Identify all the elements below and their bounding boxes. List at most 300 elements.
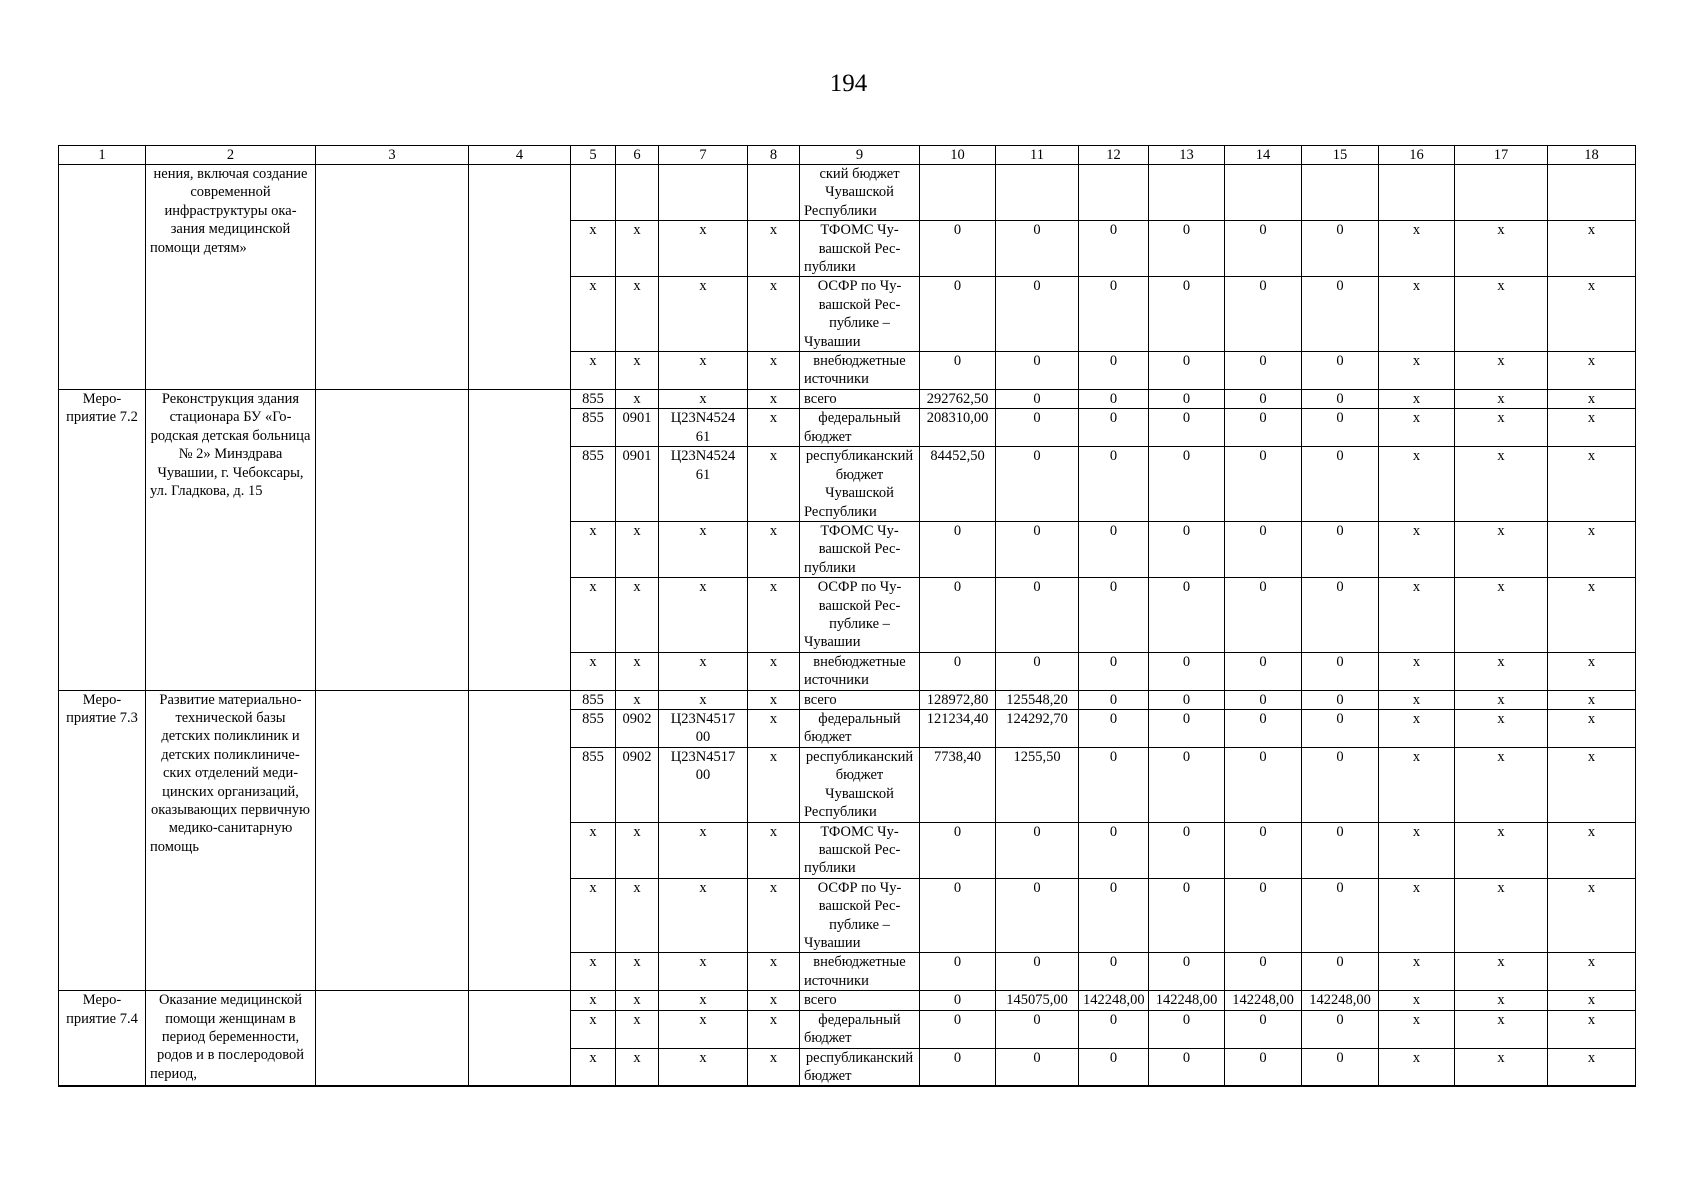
cell-col5: x [571, 878, 616, 953]
cell-col6: x [616, 277, 659, 352]
funding-source-cell: ТФОМС Чувашской Республики [800, 221, 920, 277]
cell-col7: x [659, 277, 748, 352]
value-cell: x [1455, 277, 1548, 352]
value-cell: x [1455, 409, 1548, 447]
cell-col7: x [659, 991, 748, 1010]
cell-col5 [571, 165, 616, 221]
column-header: 1 [59, 146, 146, 165]
value-cell: x [1548, 221, 1636, 277]
funding-source-cell: ОСФР по Чувашской Республике – Чувашии [800, 878, 920, 953]
cell-col6: x [616, 822, 659, 878]
value-cell: 0 [1149, 690, 1225, 709]
value-cell: x [1548, 747, 1636, 822]
cell-col5: x [571, 521, 616, 577]
measure-id-cell [59, 165, 146, 390]
value-cell: 142248,00 [1079, 991, 1149, 1010]
table-row [59, 165, 1636, 221]
value-cell: x [1379, 521, 1455, 577]
value-cell: 0 [996, 409, 1079, 447]
value-cell: 0 [996, 277, 1079, 352]
value-cell [1302, 165, 1379, 221]
value-cell: x [1379, 709, 1455, 747]
value-cell: 0 [1302, 690, 1379, 709]
cell-col7 [659, 165, 748, 221]
cell-col7: x [659, 822, 748, 878]
funding-source-cell: внебюджетные источники [800, 953, 920, 991]
cell-col7: x [659, 690, 748, 709]
value-cell: x [1455, 521, 1548, 577]
value-cell: 0 [920, 352, 996, 390]
cell-col8: x [748, 991, 800, 1010]
cell-col5: x [571, 991, 616, 1010]
cell-col8 [748, 165, 800, 221]
column-header: 13 [1149, 146, 1225, 165]
value-cell: x [1379, 1048, 1455, 1086]
value-cell: x [1548, 991, 1636, 1010]
funding-source-cell: всего [800, 389, 920, 408]
column-header: 8 [748, 146, 800, 165]
value-cell: 0 [920, 1010, 996, 1048]
cell-col7: x [659, 221, 748, 277]
value-cell: 0 [1079, 690, 1149, 709]
column-header: 18 [1548, 146, 1636, 165]
value-cell: 0 [1225, 953, 1302, 991]
measure-name-cell: нения, включая создание современной инфраструктуры оказания медицинской помощи детям» [146, 165, 316, 390]
value-cell: x [1455, 709, 1548, 747]
value-cell: 0 [920, 652, 996, 690]
value-cell: 0 [1302, 652, 1379, 690]
value-cell: 0 [1225, 221, 1302, 277]
cell-col8: x [748, 409, 800, 447]
funding-source-cell: ский бюджет Чувашской Республики [800, 165, 920, 221]
value-cell: x [1455, 352, 1548, 390]
value-cell: 0 [920, 953, 996, 991]
value-cell: 84452,50 [920, 447, 996, 522]
col4-cell [469, 991, 571, 1087]
funding-source-cell: федеральный бюджет [800, 709, 920, 747]
cell-col6: x [616, 1048, 659, 1086]
measure-name-cell: Оказание медицинской помощи женщинам в период беременности, родов и в послеродовой период, [146, 991, 316, 1087]
cell-col5: x [571, 953, 616, 991]
funding-source-cell: всего [800, 690, 920, 709]
col3-cell [316, 991, 469, 1087]
value-cell: x [1379, 221, 1455, 277]
value-cell: 0 [1302, 878, 1379, 953]
column-header: 11 [996, 146, 1079, 165]
cell-col8: x [748, 447, 800, 522]
value-cell: 142248,00 [1149, 991, 1225, 1010]
value-cell: 0 [1079, 1048, 1149, 1086]
value-cell: 0 [1302, 1048, 1379, 1086]
value-cell: x [1548, 277, 1636, 352]
funding-source-cell: всего [800, 991, 920, 1010]
value-cell: 0 [1149, 878, 1225, 953]
value-cell: x [1379, 1010, 1455, 1048]
measure-id-cell: Мероприятие 7.3 [59, 690, 146, 991]
value-cell: 0 [1079, 578, 1149, 653]
value-cell: 0 [1302, 1010, 1379, 1048]
value-cell: 0 [1149, 409, 1225, 447]
cell-col5: 855 [571, 389, 616, 408]
funding-source-cell: внебюджетные источники [800, 652, 920, 690]
value-cell: x [1455, 690, 1548, 709]
value-cell: x [1548, 447, 1636, 522]
cell-col8: x [748, 747, 800, 822]
column-header: 2 [146, 146, 316, 165]
value-cell: 0 [1302, 822, 1379, 878]
value-cell: 0 [1225, 690, 1302, 709]
value-cell: 1255,50 [996, 747, 1079, 822]
measure-id-cell: Мероприятие 7.2 [59, 389, 146, 690]
cell-col8: x [748, 1048, 800, 1086]
value-cell [1455, 165, 1548, 221]
funding-source-cell: федеральный бюджет [800, 409, 920, 447]
value-cell: 0 [996, 953, 1079, 991]
value-cell: 0 [1302, 409, 1379, 447]
value-cell: x [1455, 221, 1548, 277]
value-cell: x [1379, 389, 1455, 408]
value-cell: 0 [996, 652, 1079, 690]
cell-col8: x [748, 822, 800, 878]
cell-col6: 0902 [616, 709, 659, 747]
cell-col6: x [616, 652, 659, 690]
value-cell: 0 [1079, 878, 1149, 953]
value-cell: 0 [1149, 709, 1225, 747]
funding-source-cell: республиканский бюджет Чувашской Республики [800, 747, 920, 822]
value-cell: 0 [1149, 389, 1225, 408]
cell-col6: 0902 [616, 747, 659, 822]
value-cell: 0 [1225, 277, 1302, 352]
value-cell: 0 [1225, 878, 1302, 953]
value-cell: 0 [920, 578, 996, 653]
cell-col6: 0901 [616, 409, 659, 447]
value-cell: 0 [1225, 652, 1302, 690]
value-cell: 142248,00 [1225, 991, 1302, 1010]
cell-col7: x [659, 953, 748, 991]
cell-col7: Ц23N4517 00 [659, 709, 748, 747]
value-cell: 142248,00 [1302, 991, 1379, 1010]
value-cell: 0 [1149, 1048, 1225, 1086]
value-cell: 0 [996, 578, 1079, 653]
cell-col5: 855 [571, 447, 616, 522]
cell-col6: x [616, 578, 659, 653]
cell-col5: 855 [571, 709, 616, 747]
cell-col7: Ц23N4517 00 [659, 747, 748, 822]
value-cell: x [1548, 409, 1636, 447]
column-header: 17 [1455, 146, 1548, 165]
value-cell: x [1379, 953, 1455, 991]
value-cell: 0 [920, 991, 996, 1010]
value-cell: 7738,40 [920, 747, 996, 822]
value-cell: 0 [920, 221, 996, 277]
funding-source-cell: республиканский бюджет Чувашской Республики [800, 447, 920, 522]
value-cell: 0 [1149, 822, 1225, 878]
column-header: 7 [659, 146, 748, 165]
cell-col6: x [616, 521, 659, 577]
value-cell: x [1548, 822, 1636, 878]
value-cell: 292762,50 [920, 389, 996, 408]
funding-source-cell: республиканский бюджет [800, 1048, 920, 1086]
page-number: 194 [829, 70, 868, 97]
column-header: 4 [469, 146, 571, 165]
value-cell: x [1548, 878, 1636, 953]
cell-col8: x [748, 352, 800, 390]
value-cell: x [1455, 1048, 1548, 1086]
value-cell: 0 [1149, 521, 1225, 577]
value-cell: 0 [920, 277, 996, 352]
column-header: 10 [920, 146, 996, 165]
value-cell: 0 [920, 878, 996, 953]
value-cell: x [1455, 878, 1548, 953]
column-header: 12 [1079, 146, 1149, 165]
cell-col7: x [659, 521, 748, 577]
value-cell: 0 [1225, 1048, 1302, 1086]
cell-col5: x [571, 1010, 616, 1048]
value-cell: x [1548, 521, 1636, 577]
value-cell [1149, 165, 1225, 221]
value-cell: 0 [996, 389, 1079, 408]
cell-col8: x [748, 221, 800, 277]
cell-col7: x [659, 352, 748, 390]
value-cell [996, 165, 1079, 221]
value-cell: x [1548, 1010, 1636, 1048]
cell-col6: x [616, 991, 659, 1010]
value-cell: 121234,40 [920, 709, 996, 747]
funding-source-cell: ТФОМС Чувашской Республики [800, 521, 920, 577]
col3-cell [316, 165, 469, 390]
funding-source-cell: ТФОМС Чувашской Республики [800, 822, 920, 878]
value-cell: 0 [1079, 652, 1149, 690]
value-cell: x [1379, 822, 1455, 878]
value-cell: 0 [1079, 1010, 1149, 1048]
cell-col5: x [571, 652, 616, 690]
value-cell [1548, 165, 1636, 221]
value-cell: 0 [1302, 578, 1379, 653]
cell-col8: x [748, 277, 800, 352]
value-cell: 0 [1302, 953, 1379, 991]
value-cell: x [1455, 1010, 1548, 1048]
cell-col7: x [659, 652, 748, 690]
cell-col5: x [571, 822, 616, 878]
cell-col8: x [748, 878, 800, 953]
value-cell: 0 [1302, 447, 1379, 522]
value-cell: 0 [1225, 822, 1302, 878]
value-cell: 0 [1079, 389, 1149, 408]
column-header: 3 [316, 146, 469, 165]
value-cell: 0 [1149, 652, 1225, 690]
value-cell: 0 [920, 822, 996, 878]
financing-table [58, 145, 1636, 1087]
value-cell: 125548,20 [996, 690, 1079, 709]
measure-name-cell: Развитие материально-технической базы детских поликлиник и детских поликлинических отделений медицинских организаций, оказывающих первичную медико-санитарную помощь [146, 690, 316, 991]
value-cell: 0 [1302, 352, 1379, 390]
cell-col6: x [616, 389, 659, 408]
value-cell: 0 [1302, 277, 1379, 352]
value-cell: 0 [1225, 747, 1302, 822]
funding-source-cell: ОСФР по Чувашской Республике – Чувашии [800, 277, 920, 352]
value-cell: 208310,00 [920, 409, 996, 447]
value-cell: 0 [1079, 447, 1149, 522]
value-cell: 0 [920, 1048, 996, 1086]
cell-col6: x [616, 953, 659, 991]
value-cell: x [1548, 652, 1636, 690]
value-cell: 0 [1149, 578, 1225, 653]
cell-col5: x [571, 578, 616, 653]
value-cell: 145075,00 [996, 991, 1079, 1010]
value-cell: x [1379, 447, 1455, 522]
cell-col6: x [616, 878, 659, 953]
table-row [59, 389, 1636, 408]
value-cell: 0 [1079, 221, 1149, 277]
value-cell: 0 [996, 1010, 1079, 1048]
measure-id-cell: Мероприятие 7.4 [59, 991, 146, 1087]
value-cell [1225, 165, 1302, 221]
funding-source-cell: федеральный бюджет [800, 1010, 920, 1048]
value-cell: 0 [1079, 277, 1149, 352]
value-cell: 0 [1225, 709, 1302, 747]
value-cell: 0 [920, 521, 996, 577]
cell-col8: x [748, 389, 800, 408]
cell-col7: x [659, 1010, 748, 1048]
value-cell: 0 [1225, 578, 1302, 653]
value-cell: x [1548, 709, 1636, 747]
cell-col5: 855 [571, 690, 616, 709]
cell-col6: x [616, 221, 659, 277]
value-cell: x [1379, 690, 1455, 709]
col4-cell [469, 690, 571, 991]
value-cell [1079, 165, 1149, 221]
col3-cell [316, 389, 469, 690]
cell-col7: Ц23N4524 61 [659, 409, 748, 447]
cell-col5: 855 [571, 409, 616, 447]
value-cell: 0 [1225, 352, 1302, 390]
value-cell: x [1455, 389, 1548, 408]
value-cell: 0 [1079, 822, 1149, 878]
column-header: 6 [616, 146, 659, 165]
funding-source-cell: ОСФР по Чувашской Республике – Чувашии [800, 578, 920, 653]
column-header: 16 [1379, 146, 1455, 165]
cell-col8: x [748, 709, 800, 747]
cell-col7: Ц23N4524 61 [659, 447, 748, 522]
header-row [59, 146, 1636, 165]
value-cell: x [1548, 578, 1636, 653]
value-cell: 0 [1302, 709, 1379, 747]
cell-col5: 855 [571, 747, 616, 822]
value-cell: 0 [1079, 409, 1149, 447]
value-cell: 0 [1149, 1010, 1225, 1048]
cell-col8: x [748, 578, 800, 653]
column-header: 15 [1302, 146, 1379, 165]
value-cell: 0 [996, 447, 1079, 522]
value-cell: 0 [996, 221, 1079, 277]
value-cell: x [1455, 822, 1548, 878]
value-cell: 0 [1302, 521, 1379, 577]
value-cell [1379, 165, 1455, 221]
col4-cell [469, 389, 571, 690]
value-cell: 0 [996, 822, 1079, 878]
cell-col6: x [616, 690, 659, 709]
value-cell: x [1379, 578, 1455, 653]
value-cell: x [1455, 652, 1548, 690]
cell-col5: x [571, 1048, 616, 1086]
cell-col6: x [616, 352, 659, 390]
value-cell: x [1379, 652, 1455, 690]
value-cell: 0 [1302, 747, 1379, 822]
value-cell [920, 165, 996, 221]
cell-col8: x [748, 1010, 800, 1048]
value-cell: 0 [1225, 521, 1302, 577]
table-body [59, 146, 1636, 1087]
cell-col8: x [748, 690, 800, 709]
column-header: 14 [1225, 146, 1302, 165]
column-header: 9 [800, 146, 920, 165]
cell-col6: x [616, 1010, 659, 1048]
value-cell: x [1455, 747, 1548, 822]
value-cell: 0 [1225, 1010, 1302, 1048]
value-cell: 0 [1149, 221, 1225, 277]
funding-source-cell: внебюджетные источники [800, 352, 920, 390]
col4-cell [469, 165, 571, 390]
value-cell: x [1548, 389, 1636, 408]
value-cell: x [1455, 447, 1548, 522]
value-cell: 0 [1302, 221, 1379, 277]
measure-name-cell: Реконструкция здания стационара БУ «Городская детская больница № 2» Минздрава Чувашии, г. Чебоксары, ул. Гладкова, д. 15 [146, 389, 316, 690]
value-cell: x [1379, 409, 1455, 447]
col3-cell [316, 690, 469, 991]
value-cell: 0 [1149, 747, 1225, 822]
cell-col7: x [659, 878, 748, 953]
value-cell: 0 [1149, 447, 1225, 522]
value-cell: 0 [996, 1048, 1079, 1086]
value-cell: 0 [1079, 709, 1149, 747]
cell-col6: 0901 [616, 447, 659, 522]
value-cell: x [1548, 953, 1636, 991]
value-cell: x [1455, 953, 1548, 991]
value-cell: 0 [1225, 447, 1302, 522]
value-cell: 0 [1149, 953, 1225, 991]
cell-col7: x [659, 578, 748, 653]
value-cell: 0 [1149, 277, 1225, 352]
value-cell: x [1379, 878, 1455, 953]
column-header: 5 [571, 146, 616, 165]
value-cell: 0 [1079, 352, 1149, 390]
value-cell: 124292,70 [996, 709, 1079, 747]
value-cell: 0 [1149, 352, 1225, 390]
value-cell: 0 [1225, 409, 1302, 447]
cell-col7: x [659, 1048, 748, 1086]
cell-col6 [616, 165, 659, 221]
value-cell: 0 [1079, 747, 1149, 822]
value-cell: x [1379, 747, 1455, 822]
value-cell: 128972,80 [920, 690, 996, 709]
value-cell: x [1379, 352, 1455, 390]
cell-col5: x [571, 221, 616, 277]
table-row [59, 690, 1636, 709]
value-cell: 0 [1302, 389, 1379, 408]
cell-col5: x [571, 277, 616, 352]
cell-col8: x [748, 652, 800, 690]
value-cell: 0 [1079, 521, 1149, 577]
value-cell: x [1548, 352, 1636, 390]
value-cell: 0 [996, 878, 1079, 953]
cell-col8: x [748, 521, 800, 577]
value-cell: 0 [1079, 953, 1149, 991]
value-cell: x [1548, 690, 1636, 709]
value-cell: x [1379, 277, 1455, 352]
value-cell: x [1548, 1048, 1636, 1086]
cell-col8: x [748, 953, 800, 991]
cell-col5: x [571, 352, 616, 390]
